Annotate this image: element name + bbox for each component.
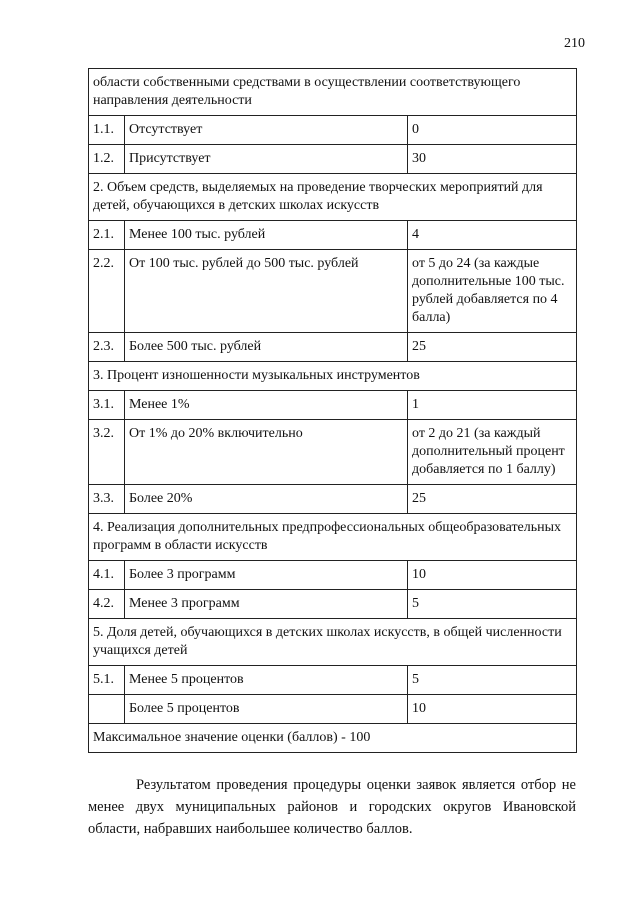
criterion-score: 10 bbox=[408, 561, 577, 590]
criterion-score: 30 bbox=[408, 145, 577, 174]
section-row bbox=[89, 724, 577, 753]
criterion-number: 1.1. bbox=[89, 116, 125, 145]
criterion-number: 3.3. bbox=[89, 485, 125, 514]
criteria-table bbox=[88, 68, 577, 753]
criteria-table-body bbox=[89, 69, 577, 753]
criterion-number: 2.3. bbox=[89, 333, 125, 362]
criterion-number: 5.1. bbox=[89, 666, 125, 695]
section-title: 2. Объем средств, выделяемых на проведение творческих мероприятий для детей, обучающихся в детских школах искусств bbox=[89, 174, 577, 221]
criterion-row bbox=[89, 116, 577, 145]
criterion-label: Более 20% bbox=[125, 485, 408, 514]
criterion-number: 3.2. bbox=[89, 420, 125, 485]
criterion-label: Менее 3 программ bbox=[125, 590, 408, 619]
criterion-label: Присутствует bbox=[125, 145, 408, 174]
criterion-label: Менее 1% bbox=[125, 391, 408, 420]
criterion-label: Отсутствует bbox=[125, 116, 408, 145]
criterion-label: Менее 5 процентов bbox=[125, 666, 408, 695]
criterion-row bbox=[89, 666, 577, 695]
criterion-score: от 5 до 24 (за каждые дополнительные 100 тыс. рублей добавляется по 4 балла) bbox=[408, 250, 577, 333]
criterion-row bbox=[89, 145, 577, 174]
criterion-row bbox=[89, 561, 577, 590]
criterion-number: 2.1. bbox=[89, 221, 125, 250]
page-number: 210 bbox=[564, 36, 585, 51]
section-row bbox=[89, 69, 577, 116]
criterion-number: 4.1. bbox=[89, 561, 125, 590]
criterion-score: от 2 до 21 (за каждый дополнительный процент добавляется по 1 баллу) bbox=[408, 420, 577, 485]
criterion-score: 5 bbox=[408, 590, 577, 619]
criterion-row bbox=[89, 250, 577, 333]
criterion-number bbox=[89, 695, 125, 724]
criterion-row bbox=[89, 590, 577, 619]
criterion-label: Более 3 программ bbox=[125, 561, 408, 590]
criterion-row bbox=[89, 221, 577, 250]
criterion-label: Более 5 процентов bbox=[125, 695, 408, 724]
section-title: 5. Доля детей, обучающихся в детских школах искусств, в общей численности учащихся детей bbox=[89, 619, 577, 666]
section-title: Максимальное значение оценки (баллов) - 100 bbox=[89, 724, 577, 753]
section-row bbox=[89, 362, 577, 391]
conclusion-paragraph: Результатом проведения процедуры оценки заявок является отбор не менее двух муниципальных районов и городских округов Ивановской области, набравших наибольшее количество баллов. bbox=[88, 777, 576, 837]
criterion-row bbox=[89, 420, 577, 485]
criterion-score: 25 bbox=[408, 333, 577, 362]
criterion-score: 0 bbox=[408, 116, 577, 145]
criterion-label: Менее 100 тыс. рублей bbox=[125, 221, 408, 250]
criterion-score: 4 bbox=[408, 221, 577, 250]
criterion-score: 10 bbox=[408, 695, 577, 724]
criterion-number: 4.2. bbox=[89, 590, 125, 619]
criterion-row bbox=[89, 391, 577, 420]
criterion-score: 1 bbox=[408, 391, 577, 420]
criterion-row bbox=[89, 333, 577, 362]
criterion-number: 2.2. bbox=[89, 250, 125, 333]
section-row bbox=[89, 619, 577, 666]
section-title: 4. Реализация дополнительных предпрофессиональных общеобразовательных программ в области искусств bbox=[89, 514, 577, 561]
section-title: области собственными средствами в осуществлении соответствующего направления деятельности bbox=[89, 69, 577, 116]
criterion-number: 1.2. bbox=[89, 145, 125, 174]
section-title: 3. Процент изношенности музыкальных инструментов bbox=[89, 362, 577, 391]
section-row bbox=[89, 174, 577, 221]
criterion-label: От 100 тыс. рублей до 500 тыс. рублей bbox=[125, 250, 408, 333]
criterion-label: Более 500 тыс. рублей bbox=[125, 333, 408, 362]
criterion-row bbox=[89, 695, 577, 724]
criterion-score: 25 bbox=[408, 485, 577, 514]
criterion-label: От 1% до 20% включительно bbox=[125, 420, 408, 485]
criterion-score: 5 bbox=[408, 666, 577, 695]
criterion-number: 3.1. bbox=[89, 391, 125, 420]
criterion-row bbox=[89, 485, 577, 514]
section-row bbox=[89, 514, 577, 561]
